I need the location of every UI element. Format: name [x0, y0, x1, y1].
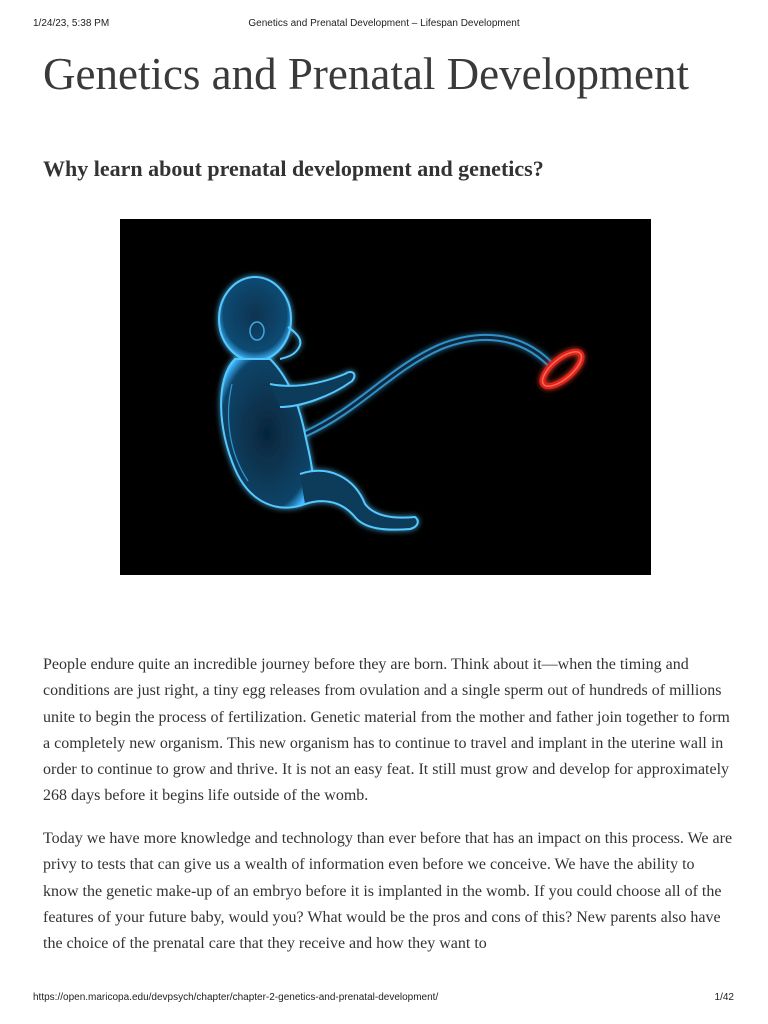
fetus-illustration — [120, 219, 651, 575]
page-title: Genetics and Prenatal Development — [43, 49, 690, 99]
print-footer — [0, 992, 768, 1006]
print-datetime: 1/24/23, 5:38 PM — [33, 18, 110, 29]
print-document-title: Genetics and Prenatal Development – Lifespan Development — [248, 18, 520, 29]
page-count: 1/42 — [714, 992, 734, 1003]
body-paragraph-2: Today we have more knowledge and technology than ever before that has an impact on this process. We are privy to tests that can give us a wealth of information even before we conceive. We have the ability to know the genetic make-up of an embryo before it is implanted in the womb. If you could choose all of the features of your future baby, would you? What would be the pros and cons of this? New parents also have the choice of the prenatal care that they receive and how they want to — [43, 830, 733, 953]
body-paragraph-1: People endure quite an incredible journey before they are born. Think about it—when the timing and conditions are just right, a tiny egg releases from ovulation and a single sperm out of hundreds of millions unite to begin the process of fertilization. Genetic material from the mother and father join together to form a completely new organism. This new organism has to continue to travel and implant in the uterine wall in order to continue to grow and thrive. It is not an easy feat. It still must grow and develop for approximately 268 days before it begins life outside of the womb. — [43, 656, 730, 805]
section-heading: Why learn about prenatal development and genetics? — [43, 156, 544, 181]
fetus-icon — [120, 219, 651, 575]
print-url: https://open.maricopa.edu/devpsych/chapter/chapter-2-genetics-and-prenatal-development/ — [33, 992, 439, 1003]
print-header — [0, 18, 768, 32]
